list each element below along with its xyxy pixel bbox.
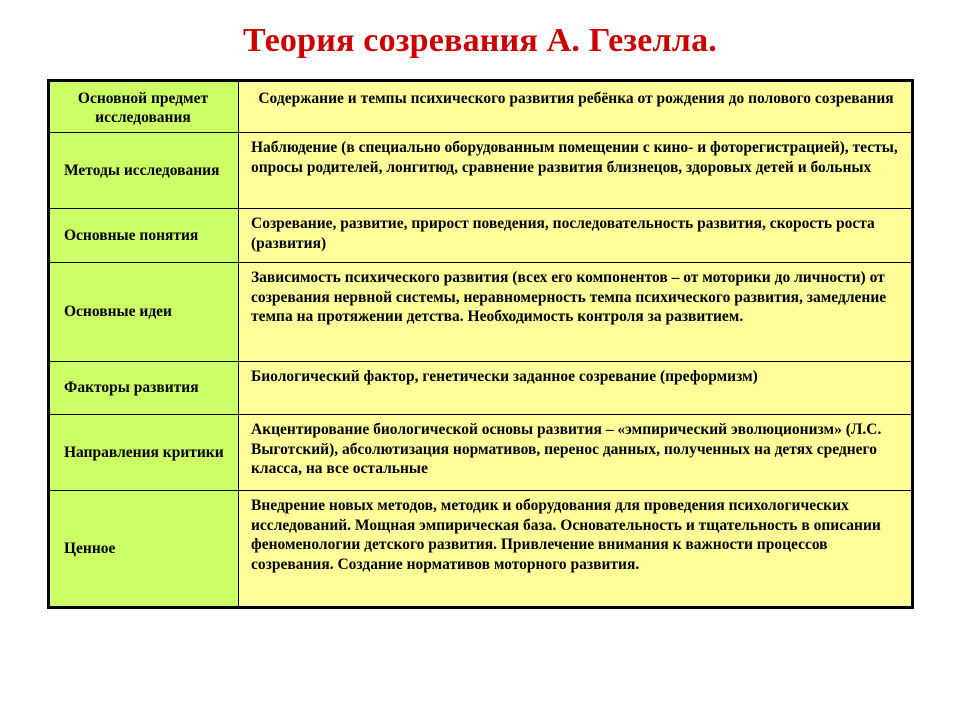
row-content: Зависимость психического развития (всех его компонентов – от моторики до личности) от созревания нервной системы, неравномерность темпа психического развития, замедление темпа на протяжении детства. Необходимость контроля за развитием. xyxy=(239,263,913,362)
row-label: Методы исследования xyxy=(49,133,239,209)
theory-table xyxy=(47,79,914,609)
row-label: Направления критики xyxy=(49,415,239,491)
table-row-subject xyxy=(49,81,913,133)
row-content: Биологический фактор, генетически заданное созревание (преформизм) xyxy=(239,362,913,415)
row-content: Акцентирование биологической основы развития – «эмпирический эволюционизм» (Л.С. Выготский), абсолютизация нормативов, перенос данных, полученных на детях среднего класса, на все остальные xyxy=(239,415,913,491)
table-row-concepts xyxy=(49,209,913,263)
row-content: Внедрение новых методов, методик и оборудования для проведения психологических исследований. Мощная эмпирическая база. Основательность и тщательность в описании феноменологии детского развития. Привлечение внимания к важности процессов созревания. Создание нормативов моторного развития. xyxy=(239,491,913,608)
table-row-criticism xyxy=(49,415,913,491)
table-row-ideas xyxy=(49,263,913,362)
row-label: Ценное xyxy=(49,491,239,608)
row-content: Наблюдение (в специально оборудованным помещении с кино- и фоторегистрацией), тесты, опросы родителей, лонгитюд, сравнение развития близнецов, здоровых детей и больных xyxy=(239,133,913,209)
row-label: Основные идеи xyxy=(49,263,239,362)
row-label: Основные понятия xyxy=(49,209,239,263)
row-label: Основной предмет исследования xyxy=(49,81,239,133)
row-content: Созревание, развитие, прирост поведения, последовательность развития, скорость роста (развития) xyxy=(239,209,913,263)
page-title: Теория созревания А. Гезелла. xyxy=(243,22,717,59)
table-row-factors xyxy=(49,362,913,415)
table-row-methods xyxy=(49,133,913,209)
row-label: Факторы развития xyxy=(49,362,239,415)
table-row-valuable xyxy=(49,491,913,608)
row-content: Содержание и темпы психического развития ребёнка от рождения до полового созревания xyxy=(239,81,913,133)
